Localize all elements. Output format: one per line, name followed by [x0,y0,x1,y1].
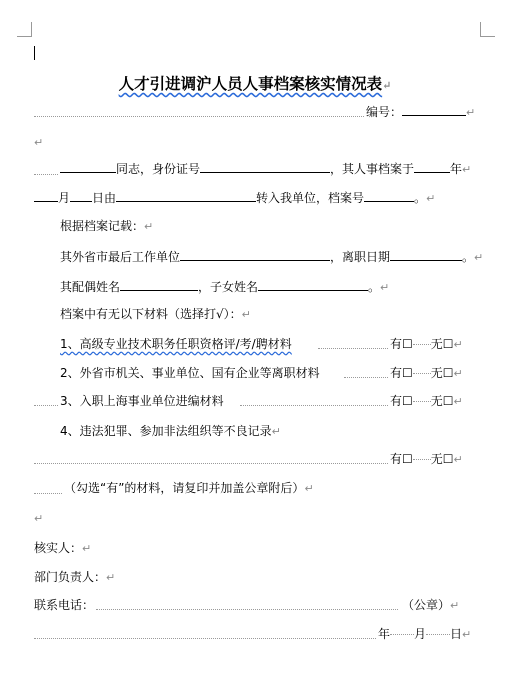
paragraph-mark: ↵ [462,163,472,176]
leader-dots [426,634,450,635]
note-line [64,480,314,496]
phone-label: 联系电话： [34,598,95,612]
per-record-line [60,218,153,234]
material-item-4 [60,423,281,439]
leader-dots [318,348,388,349]
leader-dots [413,401,431,402]
have-checkbox[interactable]: 有☐ [390,452,413,466]
materials-header [60,306,251,322]
page-corner-mark [17,22,32,37]
transfer-label: 转入我单位，档案号 [256,191,365,205]
spouse-label: 其配偶姓名 [60,280,121,294]
material-text: 3、入职上海事业单位进编材料 [60,394,224,408]
identity-line [60,160,471,176]
verifier-line [34,540,91,556]
materials-header-text: 档案中有无以下材料（选择打√）： [60,307,242,321]
leader-dots [96,609,398,610]
paragraph-mark: ↵ [34,512,44,525]
none-checkbox[interactable]: 无☐ [430,394,454,408]
serial-label: 编号： [366,105,403,119]
leader-dots [344,377,388,378]
last-work-line [60,248,483,264]
child-name-blank[interactable] [258,278,368,291]
comrade-id-label: 同志，身份证号 [116,162,201,176]
serial-number-field[interactable] [366,103,475,119]
have-checkbox[interactable]: 有☐ [390,394,413,408]
leader-dots [34,174,58,175]
paragraph-mark: ↵ [304,482,314,495]
day-blank[interactable] [70,189,92,202]
have-checkbox[interactable]: 有☐ [390,366,413,380]
material-checkboxes [390,365,463,381]
last-work-blank[interactable] [180,248,330,261]
name-blank[interactable] [60,160,116,173]
paragraph-mark: ↵ [106,571,116,584]
none-checkbox[interactable]: 无☐ [430,366,454,380]
child-label: ，子女姓名 [198,280,259,294]
serial-blank[interactable] [402,103,466,116]
transfer-line [34,189,435,205]
paragraph-mark: ↵ [82,542,92,555]
text-cursor [34,46,35,60]
material-text: 4、违法犯罪、参加非法组织等不良记录 [60,424,272,438]
note-text: （勾选“有”的材料，请复印并加盖公章附后） [64,481,305,495]
resign-date-label: ，离职日期 [330,250,391,264]
period: 。 [462,250,475,264]
page-corner-mark [480,22,495,37]
paragraph-mark: ↵ [466,106,476,119]
paragraph-mark: ↵ [453,453,463,466]
resign-date-blank[interactable] [390,248,462,261]
material-text: 2、外省市机关、事业单位、国有企业等离职材料 [60,366,320,380]
none-checkbox[interactable]: 无☐ [430,452,454,466]
year-label: 年 [450,162,463,176]
material-checkboxes [390,336,463,352]
leader-dots [34,116,364,117]
paragraph-mark: ↵ [453,395,463,408]
date-day-label: 日 [450,627,463,641]
date-month-label: 月 [414,627,427,641]
paragraph-mark: ↵ [144,220,154,233]
title-text: 人才引进调沪人员人事档案核实情况表 [118,74,383,93]
leader-dots [413,459,431,460]
material-text: 1、高级专业技术职务任职资格评/考/聘材料 [60,337,292,351]
paragraph-mark: ↵ [453,338,463,351]
archive-number-blank[interactable] [364,189,414,202]
leader-dots [34,638,376,639]
dept-head-label: 部门负责人： [34,570,107,584]
date-line [378,626,471,642]
have-checkbox[interactable]: 有☐ [390,337,413,351]
leader-dots [34,405,58,406]
leader-dots [413,344,431,345]
phone-line [34,597,94,613]
family-line [60,278,389,294]
none-checkbox[interactable]: 无☐ [430,337,454,351]
per-record-label: 根据档案记载： [60,219,145,233]
paragraph-mark: ↵ [426,192,436,205]
paragraph-mark: ↵ [382,79,392,92]
document-title [0,74,510,96]
seal-field [402,597,459,613]
empty-paragraph [34,134,43,150]
paragraph-mark: ↵ [453,367,463,380]
empty-paragraph [34,510,43,526]
period: 。 [414,191,427,205]
seal-label: （公章） [402,598,451,612]
leader-dots [390,634,414,635]
period: 。 [368,280,381,294]
paragraph-mark: ↵ [474,251,484,264]
spouse-name-blank[interactable] [120,278,198,291]
dept-head-line [34,569,115,585]
leader-dots [413,373,431,374]
material-checkboxes [390,393,463,409]
date-year-label: 年 [378,627,391,641]
paragraph-mark: ↵ [450,599,460,612]
paragraph-mark: ↵ [380,281,390,294]
leader-dots [34,493,62,494]
paragraph-mark: ↵ [34,136,44,149]
leader-dots [34,463,388,464]
id-number-blank[interactable] [200,160,330,173]
material-checkboxes [390,451,463,467]
material-item-2 [60,365,320,381]
verifier-label: 核实人： [34,541,83,555]
year-blank[interactable] [414,160,450,173]
paragraph-mark: ↵ [462,628,472,641]
month-blank[interactable] [34,189,58,202]
material-item-1 [60,336,292,352]
paragraph-mark: ↵ [241,308,251,321]
material-item-3 [60,393,224,409]
source-unit-blank[interactable] [116,189,256,202]
month-label: 月 [58,191,71,205]
archive-label: ，其人事档案于 [330,162,415,176]
paragraph-mark: ↵ [271,425,281,438]
day-from-label: 日由 [92,191,117,205]
last-work-label: 其外省市最后工作单位 [60,250,181,264]
leader-dots [240,405,388,406]
